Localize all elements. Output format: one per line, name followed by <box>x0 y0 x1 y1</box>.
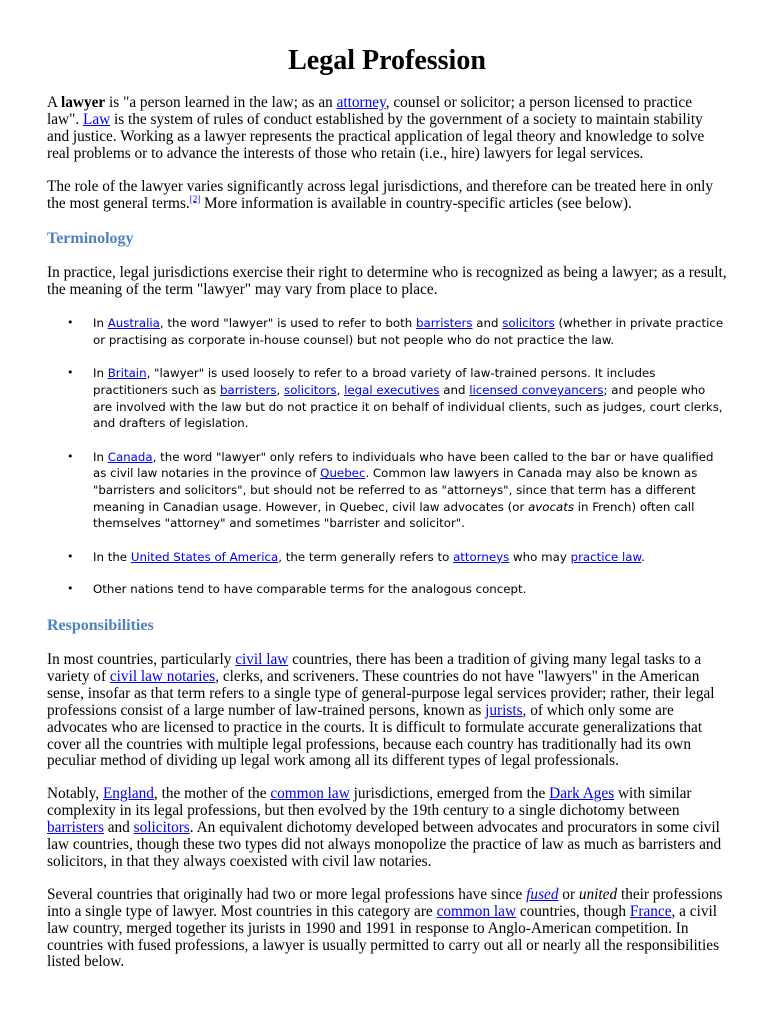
list-item-usa: • In the United States of America, the term generally refers to attorneys who may practice law. <box>67 549 645 564</box>
link-england[interactable]: England <box>102 785 154 803</box>
responsibilities-paragraph-1: In most countries, particularly civil law countries, there has been a tradition of giving many legal tasks to a variety of civil law notaries, clerks, and scriveners. These countries do not have "lawyers" in the American sense, insofar as that term refers to a single type of general-purpose legal services provider; rather, their legal professions consist of a large number of law-trained persons, known as jurists, of which only some are advocates who are licensed to practice in the courts. It is difficult to formulate accurate generalizations that cover all the countries with multiple legal professions, because each country has traditionally had its own peculiar method of dividing up legal work among all its different types of legal professionals. <box>47 650 715 770</box>
list-item-australia: • In Australia, the word "lawyer" is used to refer to both barristers and solicitors (whether in private practice or practising as corporate in-house counsel) but not people who do not practice the law. <box>67 316 724 347</box>
terminology-paragraph: In practice, legal jurisdictions exercise their right to determine who is recognized as being a lawyer; as a result, the meaning of the term "lawyer" may vary from place to place. <box>47 264 727 299</box>
bullet-icon: • <box>67 366 74 380</box>
responsibilities-paragraph-3: Several countries that originally had two or more legal professions have since fused or united their professions into a single type of lawyer. Most countries in this category are common law countries, though France, a civil law country, merged together its jurists in 1990 and 1991 in response to Anglo-American competition. In countries with fused professions, a lawyer is usually permitted to carry out all or nearly all the responsibilities listed below. <box>47 885 723 971</box>
responsibilities-heading: Responsibilities <box>47 616 154 634</box>
list-item-britain: • In Britain, "lawyer" is used loosely to refer to a broad variety of law-trained persons. It includes practitioners such as barristers, solicitors, legal executives and licensed conveyancers; and people who are involved with the law but do not practice it on behalf of individual clients, such as judges, court clerks, and drafters of legislation. <box>67 366 723 431</box>
bullet-icon: • <box>67 582 74 596</box>
terminology-heading: Terminology <box>47 230 134 248</box>
link-legal-executives[interactable]: legal executives <box>344 383 440 398</box>
link-licensed-conveyancers[interactable]: licensed conveyancers <box>469 383 604 398</box>
citation-link[interactable]: [2] <box>189 193 201 204</box>
link-quebec[interactable]: Quebec <box>320 466 366 481</box>
link-practice-law[interactable]: practice law <box>570 549 642 564</box>
intro-paragraph-2: The role of the lawyer varies significantly across legal jurisdictions, and therefore can be treated here in only the most general terms.[2] More information is available in country-specific articles (see below). <box>47 177 714 212</box>
link-law[interactable]: Law <box>82 110 111 128</box>
link-barristers[interactable]: barristers <box>220 383 277 398</box>
lawyer-term: lawyer <box>61 94 106 111</box>
link-britain[interactable]: Britain <box>107 366 147 381</box>
link-united-states[interactable]: United States of America <box>130 549 279 564</box>
link-barristers[interactable]: barristers <box>416 316 473 331</box>
link-civil-law-notaries[interactable]: civil law notaries <box>109 667 216 685</box>
link-barristers[interactable]: barristers <box>47 819 104 837</box>
link-common-law[interactable]: common law <box>270 785 350 803</box>
link-canada[interactable]: Canada <box>107 449 153 464</box>
link-solicitors[interactable]: solicitors <box>502 316 555 331</box>
list-item-canada: • In Canada, the word "lawyer" only refers to individuals who have been called to the bar or have qualified as civil law notaries in the province of Quebec. Common law lawyers in Canada may also be known as "barristers and solicitors", but should not be referred to as "attorneys", since that term has a different meaning in Canadian usage. However, in Quebec, civil law advocates (or avocats in French) often call themselves "attorney" and sometimes "barrister and solicitor". <box>67 449 714 531</box>
link-dark-ages[interactable]: Dark Ages <box>549 785 615 803</box>
bullet-icon: • <box>67 316 74 330</box>
link-solicitors[interactable]: solicitors <box>133 819 190 837</box>
page-title: Legal Profession <box>288 45 486 76</box>
responsibilities-paragraph-2: Notably, England, the mother of the common law jurisdictions, emerged from the Dark Ages with similar complexity in its legal professions, but then evolved by the 19th century to a single dichotomy between barristers and solicitors. An equivalent dichotomy developed between advocates and procurators in some civil law countries, though these two types did not always monopolize the practice of law as much as barristers and solicitors, in that they always coexisted with civil law notaries. <box>47 785 722 870</box>
document-page <box>47 40 727 971</box>
link-solicitors[interactable]: solicitors <box>284 383 337 398</box>
link-australia[interactable]: Australia <box>107 316 160 331</box>
intro-paragraph-1: A lawyer is "a person learned in the law; as an attorney, counsel or solicitor; a person licensed to practice law". Law is the system of rules of conduct established by the government of a society to maintain stability and justice. Working as a lawyer represents the practical application of legal theory and knowledge to solve real problems or to advance the interests of those who retain (i.e., hire) lawyers for legal services. <box>47 94 705 162</box>
list-item-other-nations: • Other nations tend to have comparable terms for the analogous concept. <box>67 582 527 597</box>
link-civil-law[interactable]: civil law <box>235 650 289 668</box>
link-attorneys[interactable]: attorneys <box>453 549 510 564</box>
link-fused[interactable]: fused <box>526 885 559 903</box>
bullet-icon: • <box>67 549 74 563</box>
terminology-list <box>47 315 727 598</box>
link-jurists[interactable]: jurists <box>485 701 523 719</box>
link-france[interactable]: France <box>629 902 672 920</box>
bullet-icon: • <box>67 449 74 463</box>
link-common-law[interactable]: common law <box>436 902 517 920</box>
link-attorney[interactable]: attorney <box>336 94 386 111</box>
